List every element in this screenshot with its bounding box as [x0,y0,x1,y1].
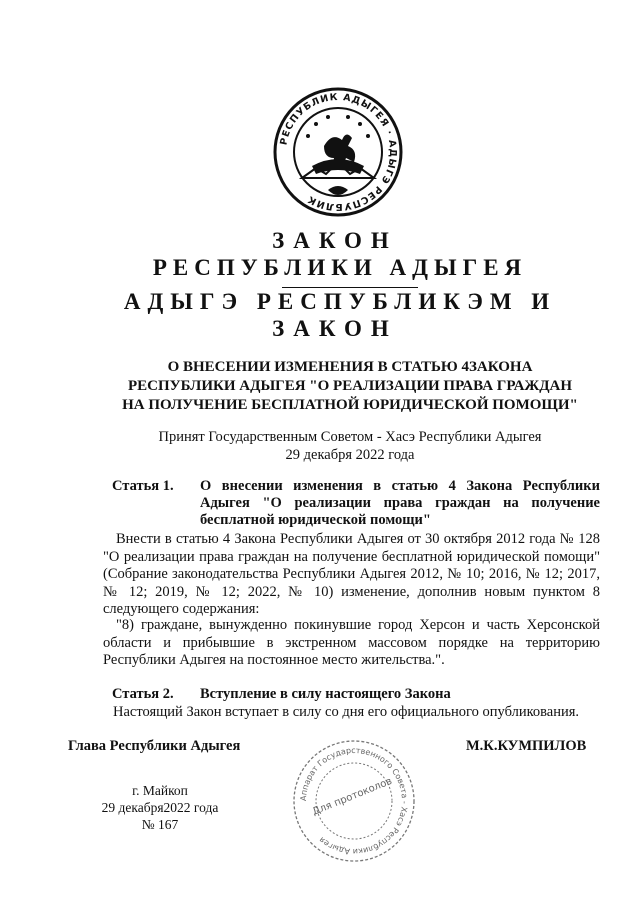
article1-title: О внесении изменения в статью 4 Закона Республики Адыгея "О реализации права граждан на получение бесплатной юридической помощи" [200,478,600,528]
svg-text:Для протоколов: Для протоколов [310,775,394,818]
adoption-date: 29 декабря 2022 года [285,447,415,463]
law-title-line1: ЗАКОН [272,228,398,253]
article2-title: Вступление в силу настоящего Закона [200,686,451,702]
article1-label: Статья 1. [112,478,174,494]
signer-name: М.К.КУМПИЛОВ [466,738,587,754]
stamp-icon [290,737,418,865]
law-number: № 167 [141,817,179,832]
article1-paragraph2: "8) граждане, вынужденно покинувшие город Херсон и часть Херсонской области и прибывшие в экстренном массовом порядке на территорию Республики Адыгея на постоянное место жительства.". [103,617,600,668]
law-heading [60,358,640,415]
title-underline [282,287,418,288]
signing-date: 29 декабря2022 года [101,800,219,815]
coat-of-arms-icon [272,86,404,218]
heading-line1: О ВНЕСЕНИИ ИЗМЕНЕНИЯ В СТАТЬЮ 4ЗАКОНА [167,359,533,375]
adoption-note [80,428,620,464]
article2-paragraph: Настоящий Закон вступает в силу со дня его официального опубликования. [113,704,580,720]
signing-place: г. Майкоп [132,783,188,798]
heading-line3: НА ПОЛУЧЕНИЕ БЕСПЛАТНОЙ ЮРИДИЧЕСКОЙ ПОМОЩИ" [122,397,578,413]
article1-paragraph1: Внести в статью 4 Закона Республики Адыгея от 30 октября 2012 года № 128 "О реализации права граждан на получение бесплатной юридической помощи" (Собрание законодательства Республики Адыгея 2012, № 10; 2016, № 12; 2017, № 12; 2019, № 12; 2022, № 10) изменение, дополнив новым пунктом 8 следующего содержания: [103,531,600,617]
signing-details [80,782,240,833]
law-title-line2: РЕСПУБЛИКИ АДЫГЕЯ [152,255,528,280]
svg-text:Аппарат Государственного Совет: Аппарат Государственного Совета - Хасэ Республики Адыгея [298,745,410,857]
article2-label: Статья 2. [112,686,174,702]
heading-line2: РЕСПУБЛИКИ АДЫГЕЯ "О РЕАЛИЗАЦИИ ПРАВА ГРАЖДАН [127,378,573,394]
signer-position: Глава Республики Адыгея [68,738,241,754]
adoption-line1: Принят Государственным Советом - Хасэ Республики Адыгея [158,429,542,445]
svg-text:РЕСПУБЛИК АДЫГЕЯ · АДЫГЭ РЕСПУ: РЕСПУБЛИК АДЫГЕЯ · АДЫГЭ РЕСПУБЛИК [278,91,399,213]
law-title-line4: ЗАКОН [272,316,398,341]
law-title-line3: АДЫГЭ РЕСПУБЛИКЭМ И [123,289,557,314]
